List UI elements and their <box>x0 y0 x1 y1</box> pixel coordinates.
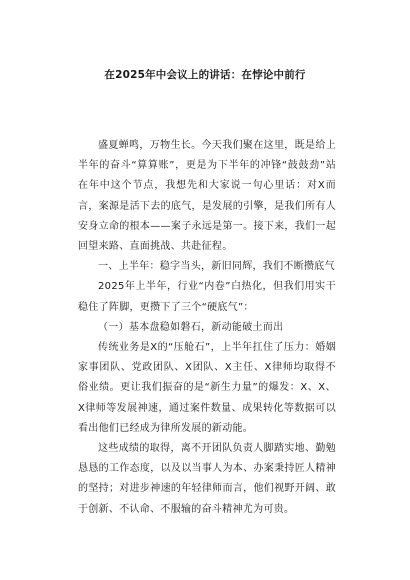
document-body <box>78 136 336 520</box>
paragraph-achievements: 这些成绩的取得，离不开团队负责人脚踏实地、勤勉恳恳的工作态度，以及以当事人为本、办案秉持匠人精神的坚持；对进步神速的年轻律师而言，他们视野开阔、敢于创新、不认命、不服输的奋斗精神尤为可贵。 <box>78 443 336 515</box>
section-heading-1: 一、上半年：稳字当头，新旧同辉，我们不断攒底气 <box>98 261 335 273</box>
document-title: 在2025年中会议上的讲话：在悖论中前行 <box>104 69 306 81</box>
subsection-heading-1: （一）基本盘稳如磐石，新动能破土而出 <box>98 321 284 333</box>
paragraph-opening: 盛夏蝉鸣，万物生长。今天我们聚在这里，既是给上半年的奋斗“算算账”，更是为下半年的冲锋“鼓鼓劲”站在年中这个节点，我想先和大家说一句心里话：对X而言，案源是活下去的底气，是发展的引擎，是我们所有人安身立命的根本——案子永远是第一。接下来，我们一起回望来路、直面挑战、共赴征程。 <box>78 140 336 253</box>
paragraph-traditional-business: 传统业务是X的“压舱石”，上半年扛住了压力：婚姻家事团队、党政团队、X团队、X主任、X律师均取得不俗业绩。更让我们振奋的是“新生力量”的爆发：X、X、X律师等发展神速，通过案件数量、成果转化等数据可以看出他们已经成为律所发展的新动能。 <box>78 342 336 434</box>
paragraph-first-half: 2025年上半年，行业“内卷”白热化，但我们用实干稳住了阵脚，更攒下了三个“硬底气”： <box>78 281 336 313</box>
